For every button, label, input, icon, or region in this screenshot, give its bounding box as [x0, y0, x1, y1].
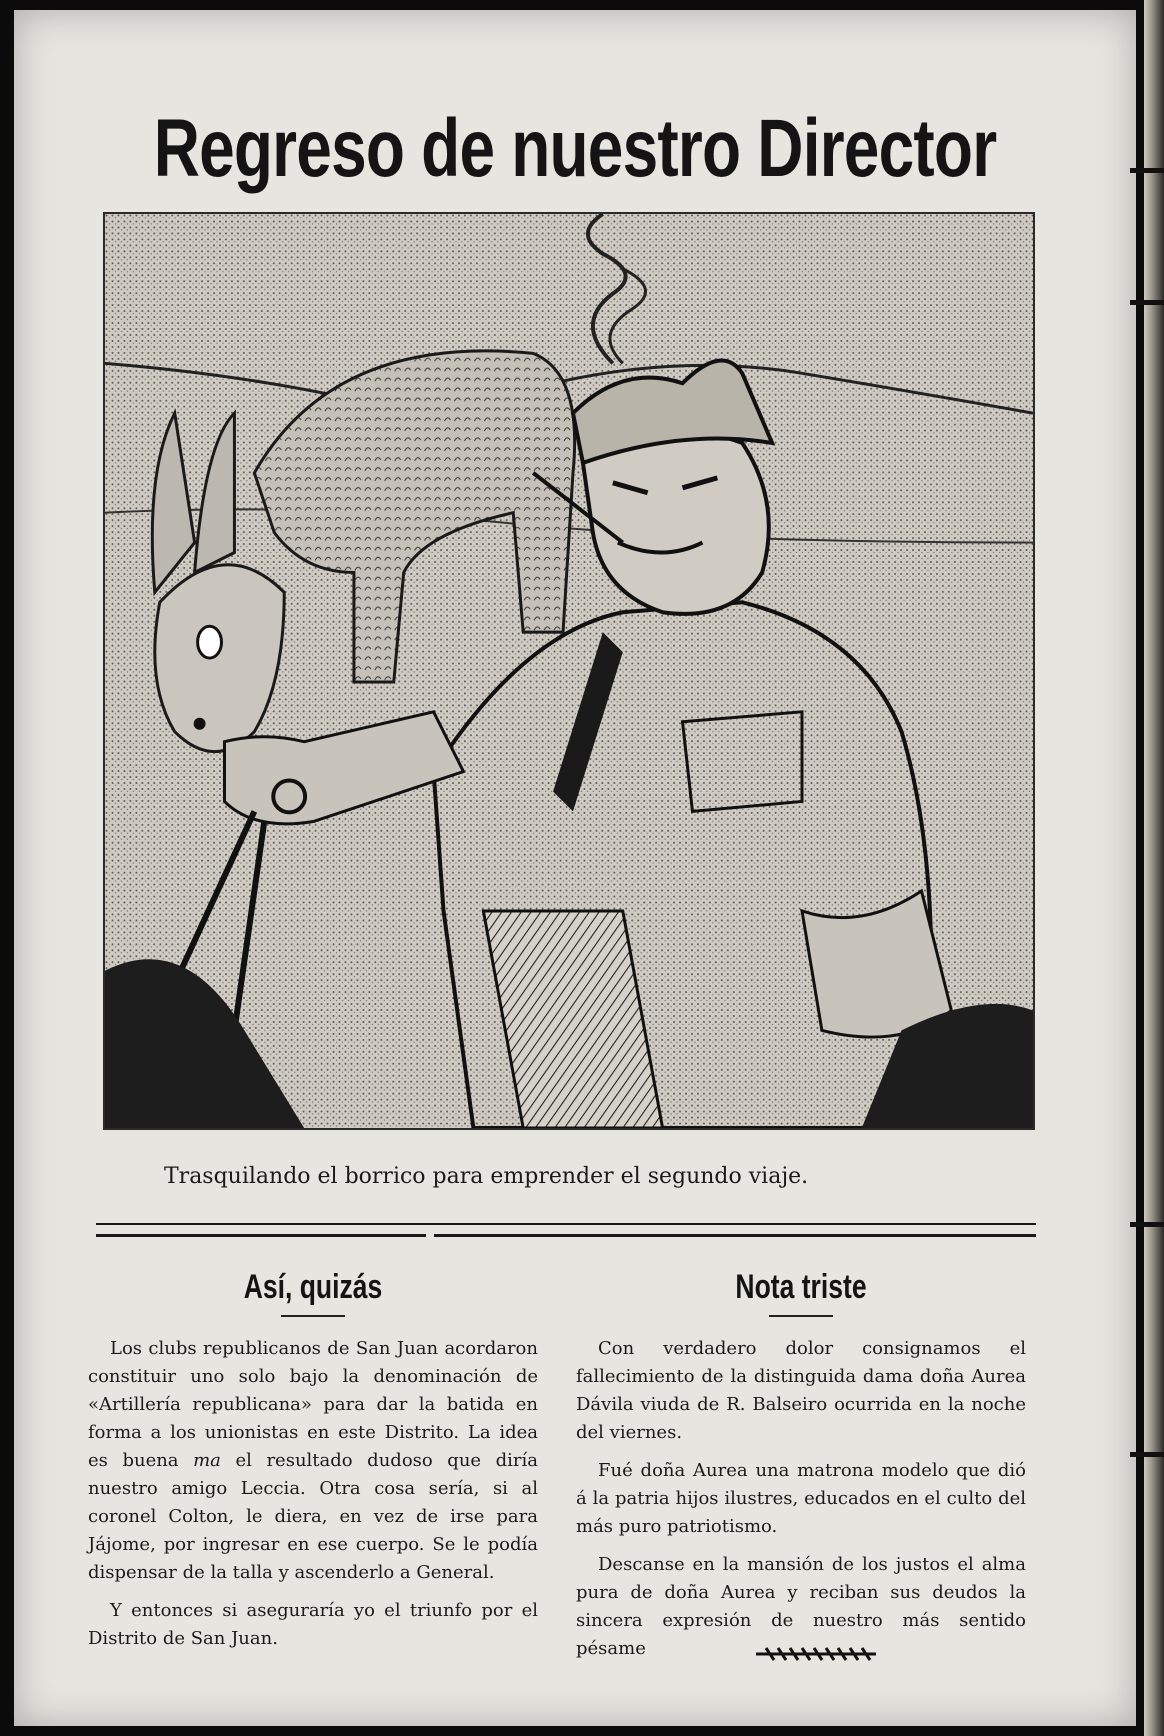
- divider-rule-right: [434, 1234, 1036, 1237]
- page-headline: Regreso de nuestro Director: [153, 103, 997, 194]
- article-title: Nota triste: [735, 1268, 867, 1306]
- binding-clip: [1130, 168, 1164, 173]
- article-paragraph: Los clubs republicanos de San Juan acordaron constituir uno solo bajo la denominación de «Artillería republicana» para dar la batida en forma a los unionistas en este Distrito. La idea es buena ma el resultado dudoso que diría nuestro amigo Leccia. Otra cosa sería, si al coronel Colton, le diera, en vez de irse para Jájome, por ingresar en ese cuerpo. Se le podía dispensar de la talla y ascenderlo a General.: [88, 1338, 538, 1583]
- newspaper-page: [14, 10, 1136, 1726]
- title-underline: [281, 1315, 345, 1317]
- article-paragraph: Y entonces si aseguraría yo el triunfo por el Distrito de San Juan.: [88, 1600, 538, 1649]
- binding-clip: [1130, 1452, 1164, 1457]
- illustration-caption: Trasquilando el borrico para emprender el segundo viaje.: [164, 1164, 809, 1189]
- divider-rule-left: [96, 1234, 426, 1237]
- end-ornament: [754, 1644, 878, 1664]
- cartoon-illustration: [103, 212, 1035, 1130]
- cartoon-drawing: [105, 214, 1033, 1128]
- binding-clip: [1130, 1222, 1164, 1227]
- article-title: Así, quizás: [243, 1268, 383, 1306]
- article-paragraph: Con verdadero dolor consignamos el fallecimiento de la distinguida dama doña Aurea Dávila viuda de R. Balseiro ocurrida en la noche del viernes.: [576, 1338, 1026, 1443]
- article-asi-quizas: [88, 1268, 538, 1663]
- divider-rule-top: [96, 1223, 1036, 1225]
- title-underline: [769, 1315, 833, 1317]
- binding-edge: [1144, 0, 1164, 1736]
- article-nota-triste: [576, 1268, 1026, 1673]
- article-paragraph: Fué doña Aurea una matrona modelo que dió á la patria hijos ilustres, educados en el culto del más puro patriotismo.: [576, 1460, 1026, 1537]
- article-paragraph: Descanse en la mansión de los justos el alma pura de doña Aurea y reciban sus deudos la sincera expresión de nuestro más sentido pésame: [576, 1554, 1026, 1659]
- binding-clip: [1130, 300, 1164, 305]
